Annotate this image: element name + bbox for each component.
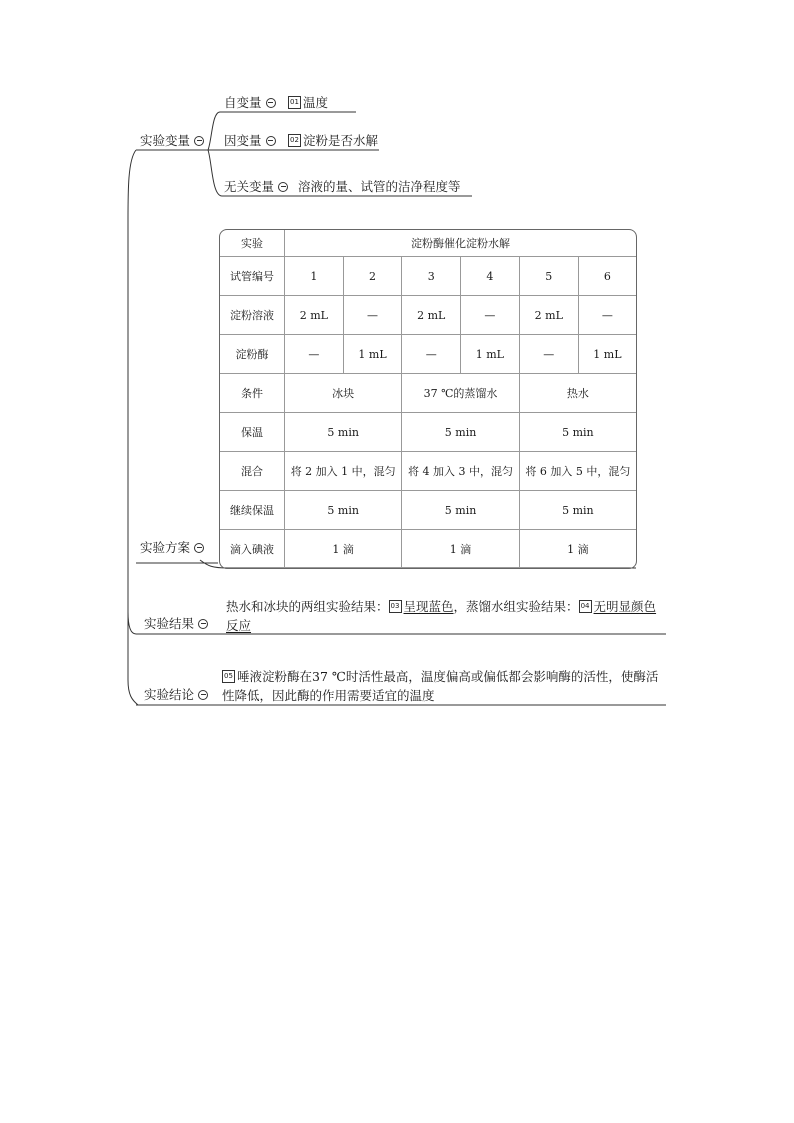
highlight-blue: 呈现蓝色 [403, 599, 454, 614]
branch-plan[interactable]: 实验方案 [140, 540, 204, 556]
node-dependent-variable[interactable]: 因变量 [224, 133, 276, 149]
table-cell: 将 4 加入 3 中，混匀 [402, 452, 519, 491]
table-cell: 将 6 加入 5 中，混匀 [520, 452, 636, 491]
table-cell: 5 [520, 257, 579, 296]
row-header: 试管编号 [220, 257, 285, 296]
table-row [220, 374, 636, 413]
row-header: 淀粉溶液 [220, 296, 285, 335]
table-cell: 1 mL [344, 335, 403, 374]
collapse-icon[interactable] [278, 182, 288, 192]
table-cell: 2 [344, 257, 403, 296]
number-badge-icon: 02 [288, 134, 301, 147]
table-cell: — [344, 296, 403, 335]
node-conclusion-text: 05 唾液淀粉酶在37 ℃时活性最高，温度偏高或偏低都会影响酶的活性，使酶活性降低，因此酶的作用需要适宜的温度 [222, 669, 659, 703]
node-irrelevant-variable[interactable]: 无关变量 [224, 179, 288, 195]
table-cell: 热水 [520, 374, 636, 413]
node-results-text: 热水和冰块的两组实验结果： 03 呈现蓝色，蒸馏水组实验结果： 04 无明显颜色反应 [226, 599, 657, 633]
table-row [220, 530, 636, 568]
row-header: 继续保温 [220, 491, 285, 530]
table-cell: — [520, 335, 579, 374]
row-header: 滴入碘液 [220, 530, 285, 568]
branch-conclusion[interactable]: 实验结论 [144, 687, 208, 703]
node-dependent-value: 02 淀粉是否水解 [288, 133, 378, 149]
number-badge-icon: 01 [288, 96, 301, 109]
row-header: 条件 [220, 374, 285, 413]
table-cell: 5 min [520, 491, 636, 530]
table-cell: 1 滴 [402, 530, 519, 568]
table-cell: 1 mL [579, 335, 636, 374]
table-cell: 1 滴 [567, 543, 589, 556]
collapse-icon[interactable] [266, 98, 276, 108]
table-cell: 1 [285, 257, 344, 296]
table-row [220, 413, 636, 452]
collapse-icon[interactable] [266, 136, 276, 146]
table-row [220, 335, 636, 374]
experiment-table [219, 229, 637, 569]
table-title: 淀粉酶催化淀粉水解 [285, 230, 636, 257]
highlight-no-color: 无明显颜色反应 [226, 599, 657, 633]
table-cell: 5 min [520, 413, 636, 452]
row-header: 实验 [220, 230, 285, 257]
number-badge-icon: 05 [222, 670, 235, 683]
table-cell: 1 mL [461, 335, 520, 374]
collapse-icon[interactable] [198, 690, 208, 700]
table-cell: — [285, 335, 344, 374]
table-row [220, 296, 636, 335]
collapse-icon[interactable] [198, 619, 208, 629]
branch-variables[interactable]: 实验变量 [140, 133, 204, 149]
table-cell: 2 mL [285, 296, 344, 335]
node-independent-variable[interactable]: 自变量 [224, 95, 276, 111]
table-cell: 2 mL [520, 296, 579, 335]
table-cell: 5 min [402, 491, 519, 530]
row-header: 混合 [220, 452, 285, 491]
collapse-icon[interactable] [194, 136, 204, 146]
table-cell: 1 滴 [285, 530, 402, 568]
trunk-line [128, 150, 138, 705]
row-header: 保温 [220, 413, 285, 452]
table-cell: 6 [579, 257, 636, 296]
table-cell: 冰块 [285, 374, 402, 413]
table-cell: 2 mL [402, 296, 461, 335]
table-cell: 5 min [285, 413, 402, 452]
node-independent-value: 01 温度 [288, 95, 328, 111]
table-row [220, 257, 636, 296]
table-cell: 37 ℃的蒸馏水 [402, 374, 519, 413]
table-cell: 5 min [285, 491, 402, 530]
table-row [220, 452, 636, 491]
number-badge-icon: 04 [579, 600, 592, 613]
number-badge-icon: 03 [389, 600, 402, 613]
table-cell: — [402, 335, 461, 374]
collapse-icon[interactable] [194, 543, 204, 553]
table-cell: 将 2 加入 1 中，混匀 [285, 452, 402, 491]
node-irrelevant-value: 溶液的量、试管的洁净程度等 [298, 179, 461, 194]
row-header: 淀粉酶 [220, 335, 285, 374]
table-cell: 4 [461, 257, 520, 296]
table-cell: 5 min [402, 413, 519, 452]
table-header-row [220, 230, 636, 257]
branch-results[interactable]: 实验结果 [144, 616, 208, 632]
table-cell: — [579, 296, 636, 335]
table-cell: — [461, 296, 520, 335]
table-row [220, 491, 636, 530]
table-cell: 3 [402, 257, 461, 296]
